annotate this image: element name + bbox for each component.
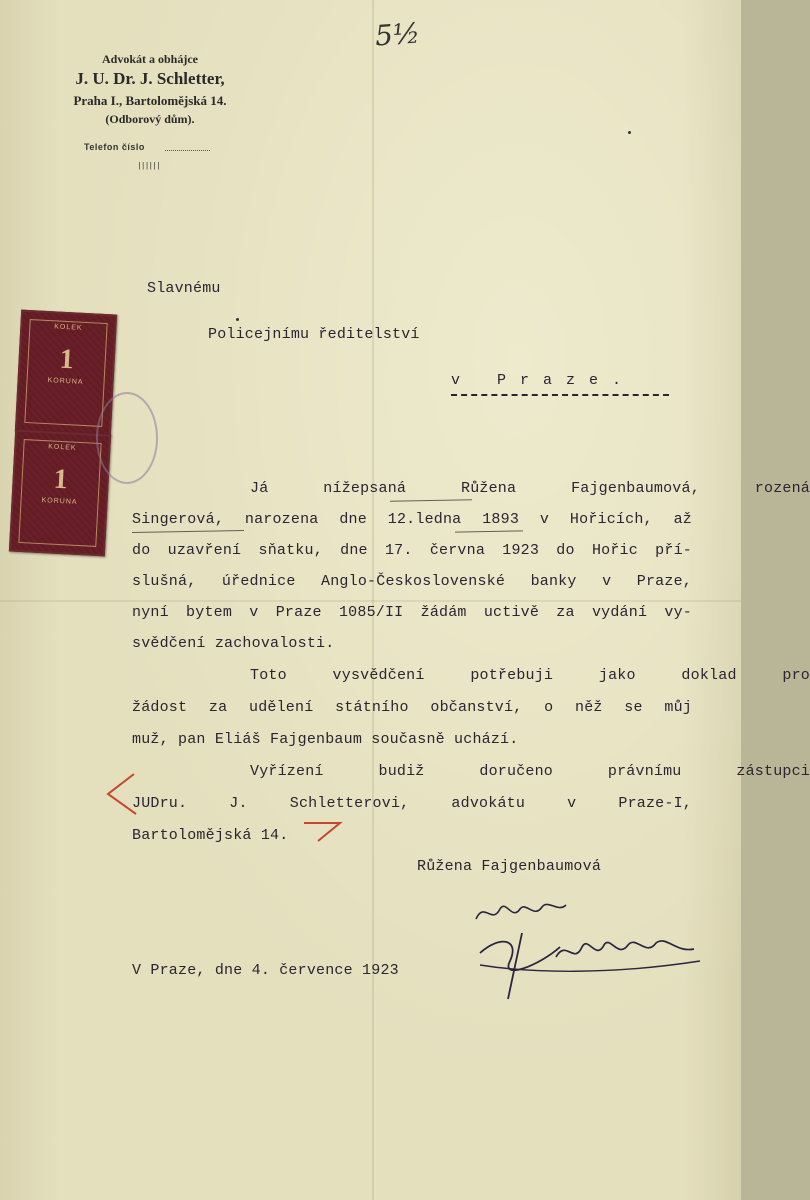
revenue-stamp-icon [9,430,111,557]
body-line: svědčení zachovalosti. [132,635,335,652]
body-line: slušná, úřednice Anglo-Československé banky v Praze, [132,573,692,590]
body-line: Já nížepsaná Růžena Fajgenbaumová, rozená [250,480,810,497]
body-line: žádost za udělení státního občanství, o něž se můj [132,699,692,716]
stamp-text: KOLEK [54,323,83,332]
city-underline [451,394,669,396]
letterhead-role: Advokát a obhájce [101,52,198,66]
letterhead-address: Praha I., Bartolomějská 14. [73,93,227,108]
pencil-underline [455,530,523,532]
red-pencil-bracket-icon [300,815,346,845]
letterhead-phone-label: Telefon číslo [84,142,145,152]
stamp-text: KORUNA [41,497,78,506]
letterhead [40,52,260,127]
fold-line-horizontal [0,600,741,602]
body-line: Toto vysvědčení potřebuji jako doklad pro [250,667,810,684]
ink-dot [236,318,239,321]
salutation: Slavnému [147,280,221,297]
body-line: Bartolomějská 14. [132,827,289,844]
ink-dot [628,131,631,134]
phone-number-blank [165,150,210,151]
body-line: JUDru. J. Schletterovi, advokátu v Praze-I, [132,795,692,812]
body-line: nyní bytem v Praze 1085/II žádám uctivě za vydání vy- [132,604,692,621]
pencil-underline [132,530,244,533]
body-line: do uzavření sňatku, dne 17. června 1923 do Hořic pří- [132,542,692,559]
stamp-value: 1 [58,343,75,376]
recipient-city: v Praze. [451,372,636,389]
body-line: Singerová, narozena dne 12.ledna 1893 v Hořicích, až [132,511,692,528]
recipient: Policejnímu ředitelství [208,326,420,343]
body-line: muž, pan Eliáš Fajgenbaum současně uchází. [132,731,519,748]
stamp-text: KOLEK [48,443,77,452]
red-pencil-bracket-icon [100,770,140,820]
stamp-text: KORUNA [47,377,84,386]
letterhead-ornament: |||||| [137,162,160,171]
body-line: Vyřízení budiž doručeno právnímu zástupci [250,763,810,780]
handwritten-signature-icon [470,895,710,1005]
letterhead-building: (Odborový dům). [105,112,195,126]
typed-signature: Růžena Fajgenbaumová [417,858,602,875]
stamp-value: 1 [52,463,69,496]
file-number: 5½ [373,16,422,53]
cancellation-postmark-icon [96,392,158,484]
letterhead-name: J. U. Dr. J. Schletter, [75,69,225,88]
date-place: V Praze, dne 4. července 1923 [132,962,399,979]
pencil-underline [390,499,472,501]
